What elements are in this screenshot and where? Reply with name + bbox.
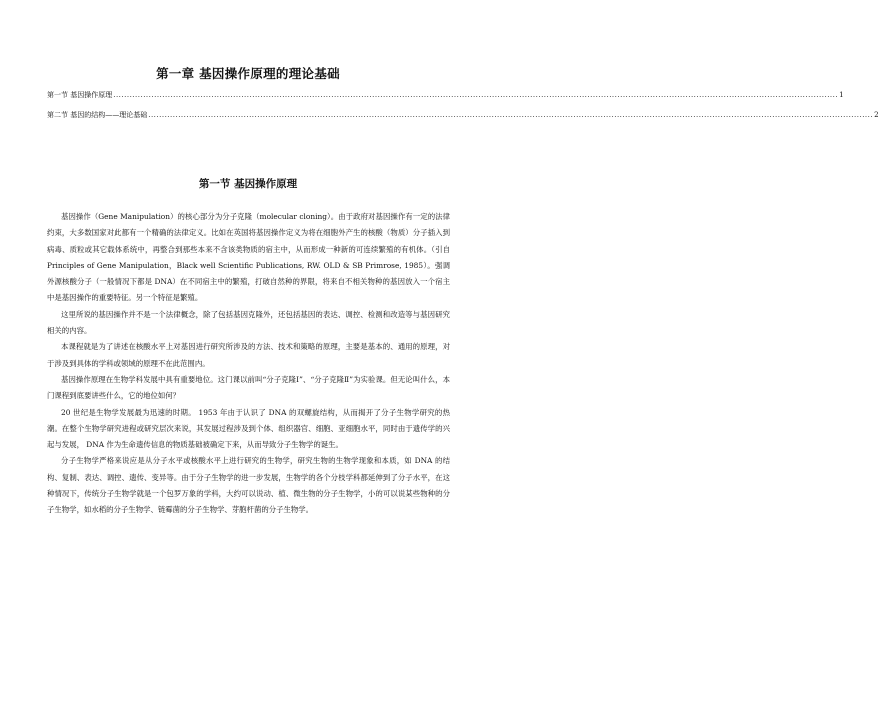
toc-leader-dots: .......................................................................................................................................................................................................................................................................... — [148, 111, 874, 119]
paragraph: 20 世纪是生物学发展最为迅速的时期。 1953 年由于认识了 DNA 的双螺旋结构，从而揭开了分子生物学研究的热潮。在整个生物学研究进程或研究层次来说，其发展过程涉及到个体、组织器官、细胞、亚细胞水平，同时由于遗传学的兴起与发展， DNA 作为生命遗传信息的物质基础被确定下来，从而导致分子生物学的诞生。 — [47, 407, 450, 450]
toc-entry-title: 第一节 基因操作原理 — [47, 91, 113, 99]
paragraph: 基因操作原理在生物学科发展中具有重要地位。这门课以前叫“分子克隆Ⅰ”、“分子克隆Ⅱ”为实验课。但无论叫什么，本门课程到底要讲些什么，它的地位如何？ — [47, 374, 450, 401]
toc-entry[interactable] — [47, 89, 844, 109]
paragraph: 分子生物学严格来说应是从分子水平或核酸水平上进行研究的生物学，研究生物的生物学现象和本质，如 DNA 的结构、复制、表达、调控、遗传、变异等。由于分子生物学的进一步发展，生物学的各个分枝学科都延伸到了分子水平，在这种情况下，传统分子生物学就是一个包罗万象的学科，大约可以说动、植、微生物的分子生物学，小的可以说某些物种的分子生物学，如水稻的分子生物学、链霉菌的分子生物学、芽胞杆菌的分子生物学。 — [47, 456, 450, 515]
section-title: 第一节 基因操作原理 — [198, 178, 298, 190]
toc-entry-title: 第二节 基因的结构——理论基础 — [47, 111, 148, 119]
toc-entry-page: 2 — [874, 111, 879, 119]
paragraph: 本课程就是为了讲述在核酸水平上对基因进行研究所涉及的方法、技术和策略的原理，主要是基本的、通用的原理，对于涉及到具体的学科或领域的原理不在此范围内。 — [47, 342, 450, 368]
toc-leader-dots: .......................................................................................................................................................................................................................................................................... — [113, 91, 839, 99]
paragraph: 这里所说的基因操作并不是一个法律概念，除了包括基因克隆外，还包括基因的表达、调控、检测和改造等与基因研究相关的内容。 — [47, 309, 450, 336]
toc-entry-page: 1 — [839, 91, 844, 99]
toc-entry[interactable] — [47, 109, 879, 129]
table-of-contents — [47, 89, 879, 129]
chapter-title: 第一章 基因操作原理的理论基础 — [156, 66, 340, 81]
body-text — [47, 209, 450, 519]
paragraph: 基因操作（Gene Manipulation）的核心部分为分子克隆（molecular cloning）。由于政府对基因操作有一定的法律约束，大多数国家对此都有一个精确的法律定义。比如在英国将基因操作定义为将在细胞外产生的核酸（物质）分子插入到病毒、质粒或其它载体系统中，再整合到那些本来不含该类物质的宿主中，从而形成一种新的可连续繁殖的有机体。（引自 Principles of Gene Manipulation，Black well Scientific Publications, RW. OLD & SB Primrose, 1985）。强调外源核酸分子（一般情况下都是 DNA）在不同宿主中的繁殖，打破自然种的界限，将来自不相关物种的基因放入一个宿主中是基因操作的重要特征。另一个特征是繁殖。 — [47, 212, 450, 303]
